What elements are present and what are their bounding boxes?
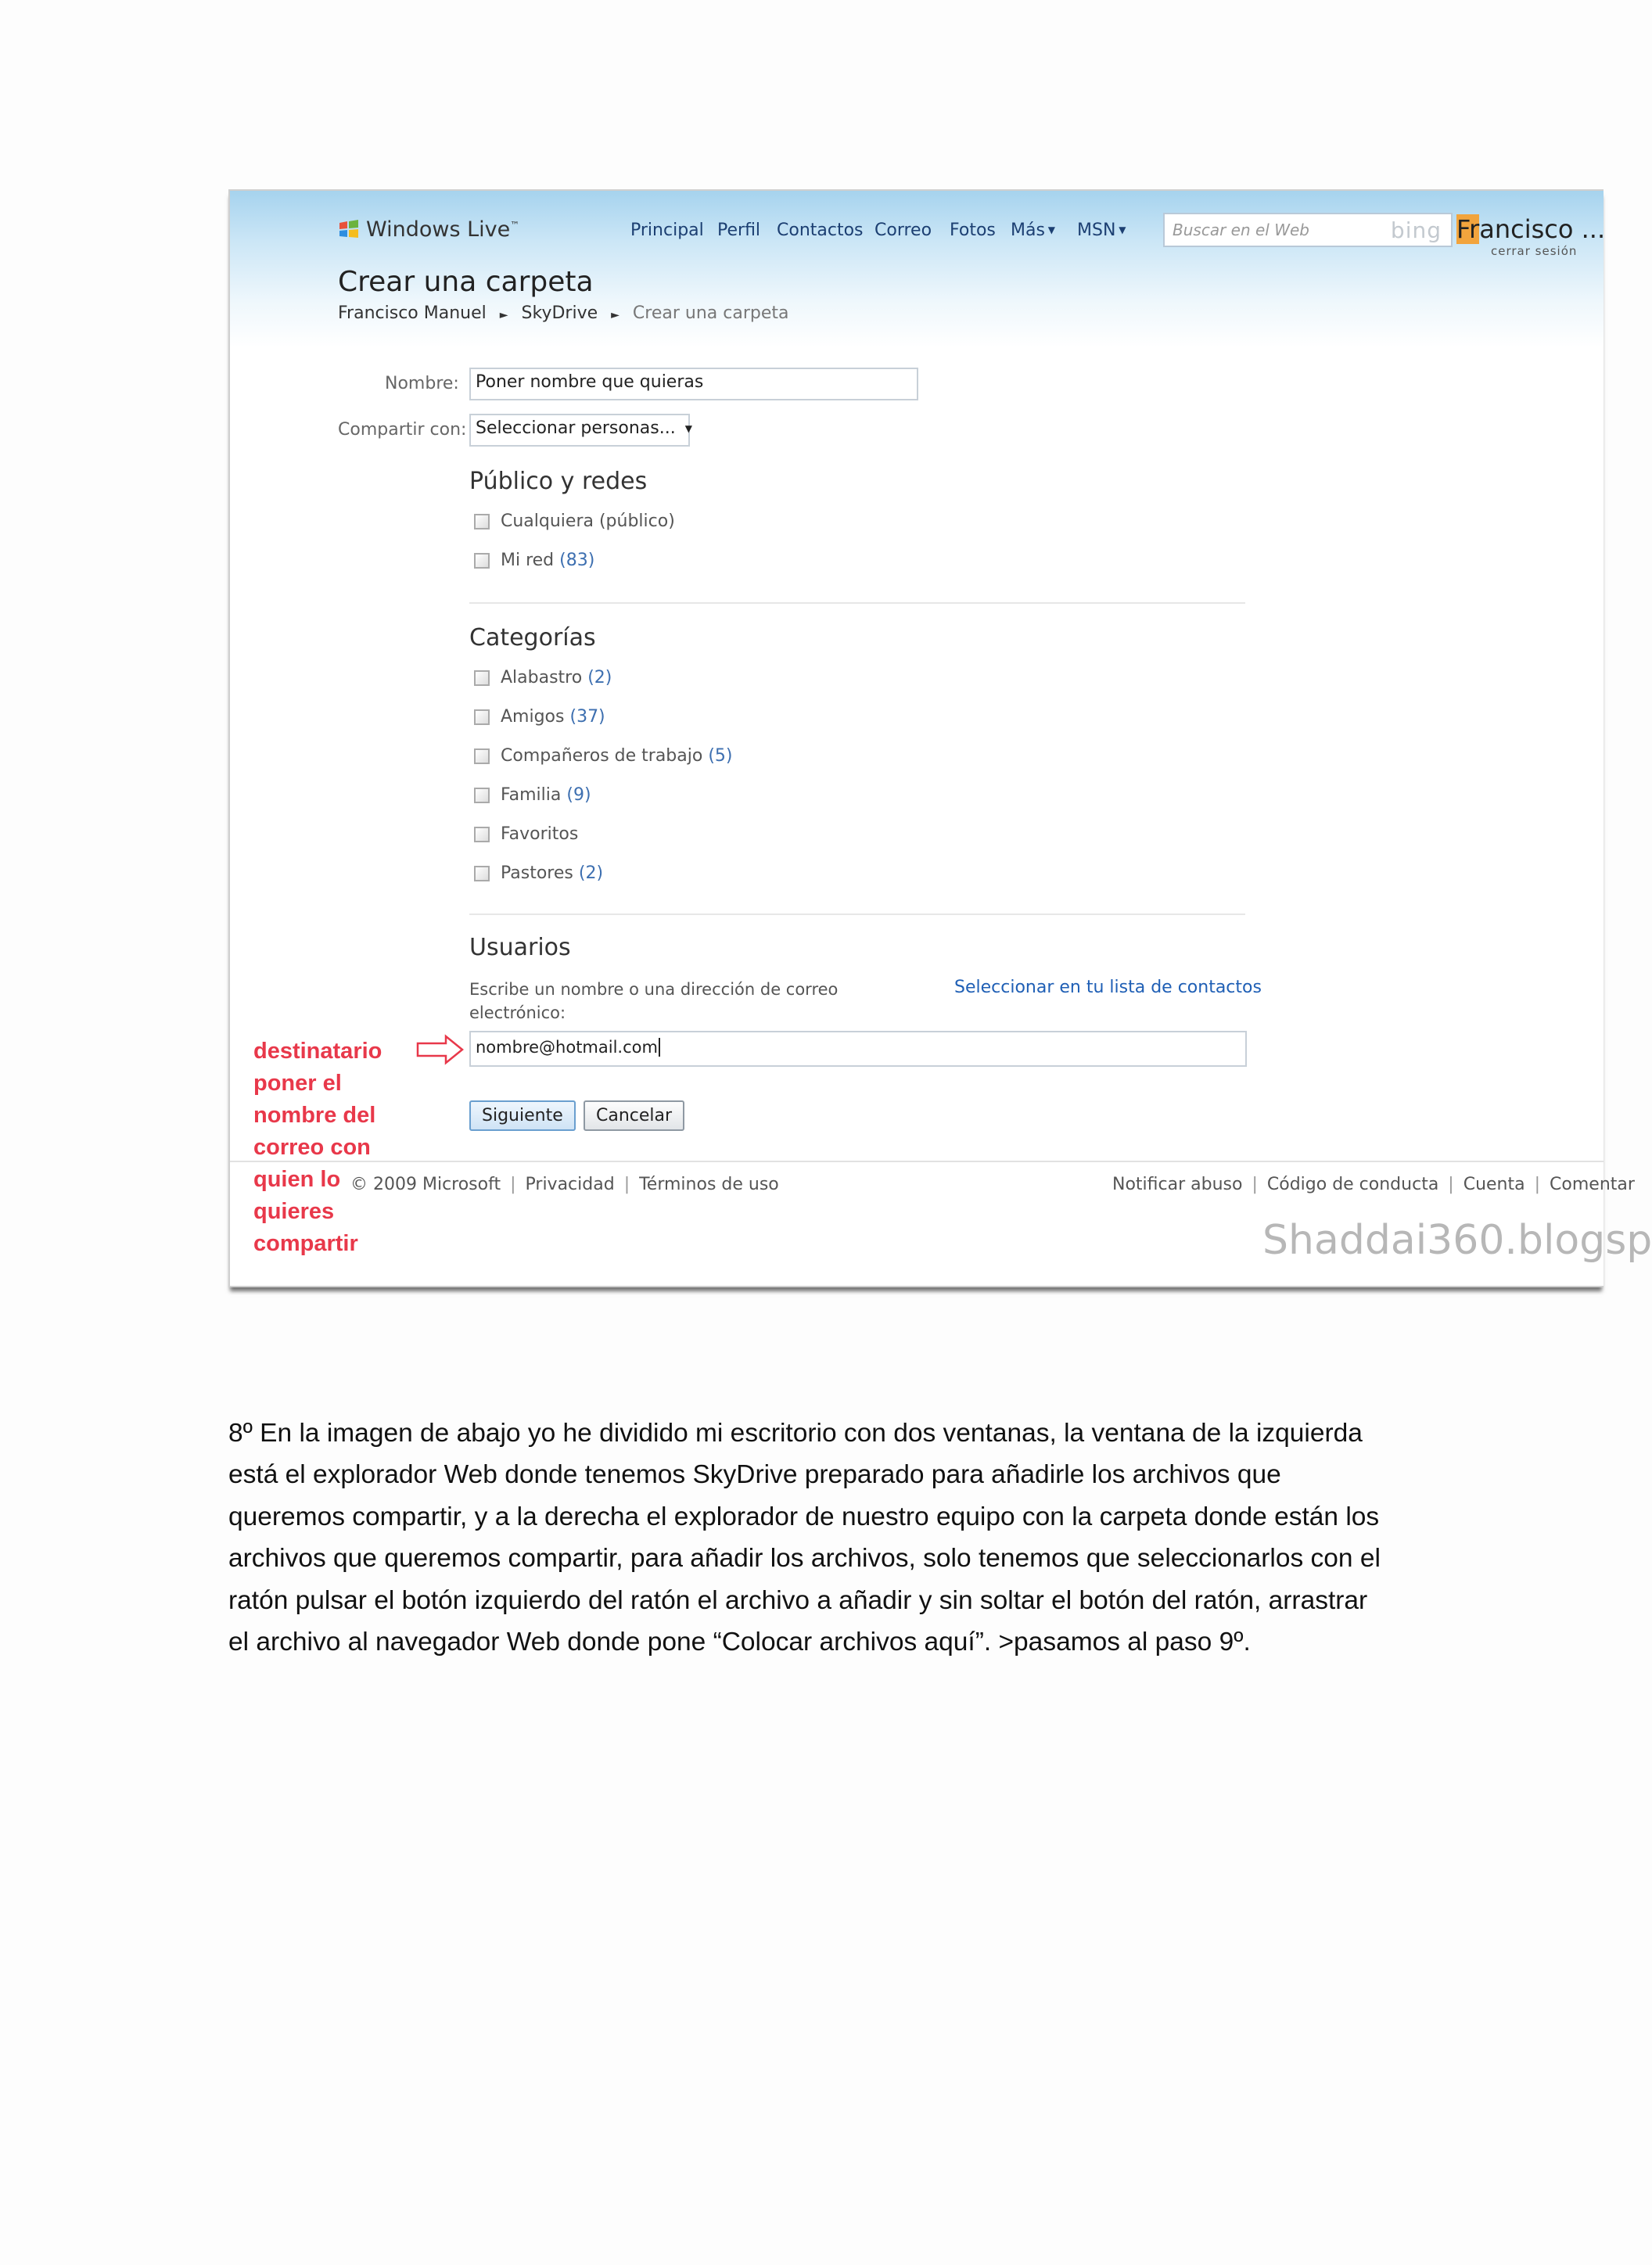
checkbox-pastores[interactable]: Pastores (2) bbox=[474, 863, 603, 883]
logo-text: Windows Live bbox=[366, 217, 511, 242]
folder-name-input[interactable]: Poner nombre que quieras bbox=[469, 368, 918, 400]
breadcrumb-item[interactable]: Francisco Manuel bbox=[338, 303, 487, 323]
footer-divider bbox=[230, 1161, 1604, 1162]
search-box[interactable] bbox=[1163, 213, 1453, 247]
name-label: Nombre: bbox=[385, 374, 459, 393]
footer-link-report[interactable]: Notificar abuso bbox=[1112, 1175, 1243, 1194]
dropdown-arrow-icon: ▼ bbox=[1044, 224, 1055, 235]
email-input[interactable]: nombre@hotmail.com bbox=[469, 1031, 1247, 1067]
instruction-paragraph: 8º En la imagen de abajo yo he dividido mi escritorio con dos ventanas, la ventana de la izquierda está el explorador Web donde tenemos SkyDrive preparado para añadirle los archivos que queremos compartir, y a la derecha el explorador de nuestro equipo con la carpeta donde están los archivos que queremos compartir, para añadir los archivos, solo tenemos que seleccionarlos con el ratón pulsar el botón izquierdo del ratón el archivo a añadir y sin soltar el botón del ratón, arrastrar el archivo al navegador Web donde pone “Colocar archivos aquí”. >pasamos al paso 9º. bbox=[228, 1419, 1381, 1657]
checkbox-public[interactable]: Cualquiera (público) bbox=[474, 512, 675, 531]
breadcrumb-current: Crear una carpeta bbox=[632, 303, 789, 323]
nav-msn[interactable]: MSN ▼ bbox=[1077, 221, 1126, 240]
copyright: © 2009 Microsoft bbox=[350, 1175, 501, 1194]
nav-fotos[interactable]: Fotos bbox=[950, 221, 996, 240]
nav-contactos[interactable]: Contactos bbox=[777, 221, 864, 240]
breadcrumb-arrow-icon: ► bbox=[499, 309, 508, 321]
logout-link[interactable]: cerrar sesión bbox=[1491, 244, 1578, 258]
checkbox-my-network[interactable]: Mi red (83) bbox=[474, 551, 594, 570]
user-badge: Fr bbox=[1456, 214, 1480, 244]
users-section-heading: Usuarios bbox=[469, 934, 571, 961]
count: (37) bbox=[569, 707, 605, 727]
nav-principal[interactable]: Principal bbox=[630, 221, 704, 240]
select-contacts-link[interactable]: Seleccionar en tu lista de contactos bbox=[954, 978, 1262, 997]
windows-flag-icon bbox=[338, 220, 360, 239]
checkbox-companeros[interactable]: Compañeros de trabajo (5) bbox=[474, 746, 733, 766]
footer-link-account[interactable]: Cuenta bbox=[1463, 1175, 1525, 1194]
checkbox[interactable] bbox=[474, 709, 490, 725]
count: (9) bbox=[566, 785, 591, 805]
checkbox[interactable] bbox=[474, 748, 490, 764]
divider bbox=[469, 602, 1245, 604]
footer-link-privacy[interactable]: Privacidad bbox=[525, 1175, 615, 1194]
bing-logo: bing bbox=[1390, 217, 1442, 243]
footer-link-feedback[interactable]: Comentar bbox=[1550, 1175, 1635, 1194]
user-name: ancisco ... bbox=[1479, 214, 1606, 244]
checkbox-alabastro[interactable]: Alabastro (2) bbox=[474, 668, 612, 687]
red-annotation: destinatario poner el nombre del correo con quien lo quieres compartir bbox=[253, 1039, 382, 1256]
checkbox[interactable] bbox=[474, 866, 490, 881]
footer-left: © 2009 Microsoft | Privacidad | Términos de uso bbox=[350, 1175, 779, 1194]
checkbox-amigos[interactable]: Amigos (37) bbox=[474, 707, 605, 727]
checkbox[interactable] bbox=[474, 670, 490, 686]
text-cursor bbox=[659, 1038, 660, 1057]
checkbox[interactable] bbox=[474, 553, 490, 569]
count: (5) bbox=[708, 746, 733, 766]
page-title: Crear una carpeta bbox=[338, 266, 594, 298]
footer-link-conduct[interactable]: Código de conducta bbox=[1266, 1175, 1439, 1194]
nav-mas[interactable]: Más ▼ bbox=[1011, 221, 1055, 240]
share-select[interactable]: Seleccionar personas... ▼ bbox=[469, 414, 690, 447]
dropdown-arrow-icon: ▼ bbox=[1115, 224, 1126, 235]
count: (83) bbox=[559, 551, 595, 570]
dropdown-arrow-icon: ▼ bbox=[684, 423, 692, 434]
footer-right: Notificar abuso | Código de conducta | Cuenta | Comentar bbox=[1112, 1175, 1635, 1194]
next-button[interactable]: Siguiente bbox=[469, 1100, 576, 1131]
share-label: Compartir con: bbox=[338, 420, 467, 440]
checkbox[interactable] bbox=[474, 514, 490, 529]
watermark: Shaddai360.blogsp bbox=[1262, 1217, 1652, 1264]
count: (2) bbox=[587, 668, 612, 687]
screenshot-image bbox=[228, 189, 1652, 1287]
checkbox-favoritos[interactable]: Favoritos bbox=[474, 824, 578, 844]
breadcrumb-item[interactable]: SkyDrive bbox=[521, 303, 598, 323]
windows-live-logo[interactable]: Windows Live™ bbox=[338, 217, 519, 242]
nav-correo[interactable]: Correo bbox=[874, 221, 932, 240]
footer-link-terms[interactable]: Términos de uso bbox=[639, 1175, 779, 1194]
divider bbox=[469, 914, 1245, 915]
categories-section-heading: Categorías bbox=[469, 624, 596, 652]
users-hint: Escribe un nombre o una dirección de correo electrónico: bbox=[469, 980, 839, 1022]
search-placeholder: Buscar en el Web bbox=[1173, 221, 1309, 239]
checkbox[interactable] bbox=[474, 788, 490, 803]
breadcrumb bbox=[338, 303, 788, 323]
cancel-button[interactable]: Cancelar bbox=[584, 1100, 684, 1131]
checkbox[interactable] bbox=[474, 827, 490, 842]
breadcrumb-arrow-icon: ► bbox=[611, 309, 620, 321]
nav-perfil[interactable]: Perfil bbox=[717, 221, 761, 240]
checkbox-familia[interactable]: Familia (9) bbox=[474, 785, 591, 805]
public-section-heading: Público y redes bbox=[469, 468, 648, 495]
arrow-right-icon bbox=[416, 1034, 465, 1065]
user-menu[interactable] bbox=[1456, 214, 1605, 244]
count: (2) bbox=[578, 863, 604, 883]
